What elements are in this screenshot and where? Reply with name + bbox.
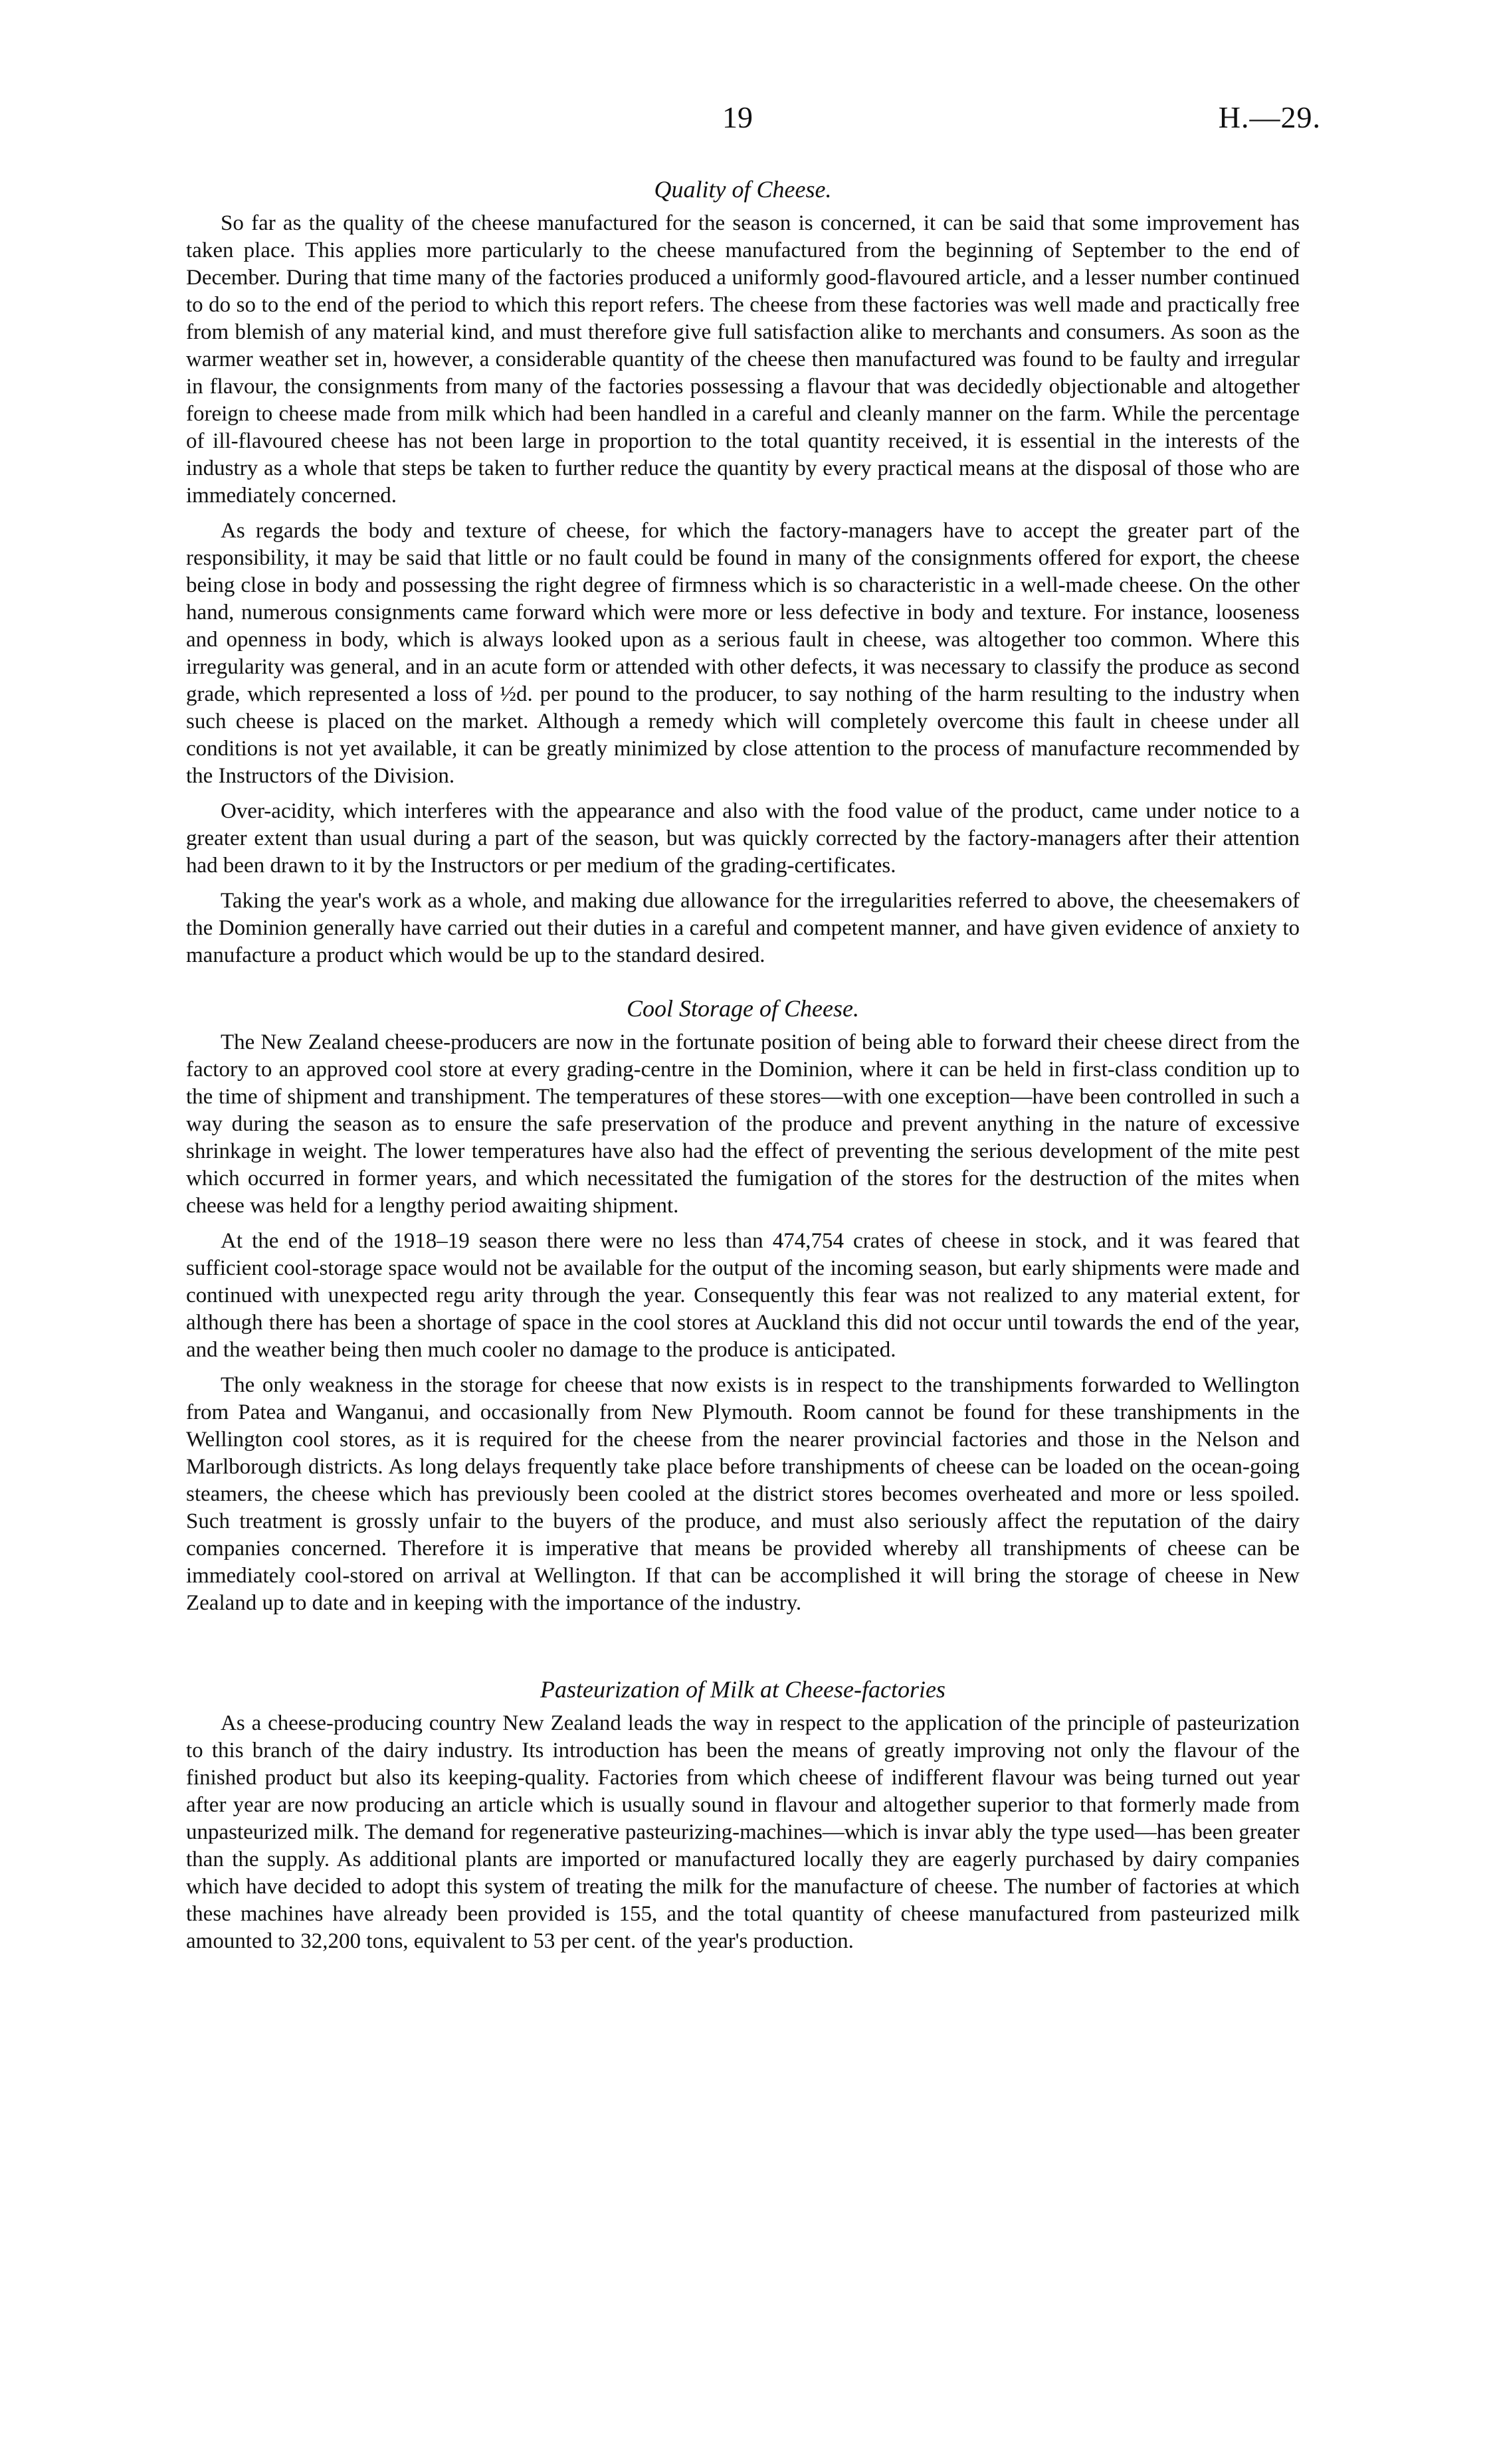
paragraph: As regards the body and texture of cheese, for which the factory-managers have to accept the greater part of the responsibility, it may be said that little or no fault could be found in many of the consignments offered for export, the cheese being close in body and possessing the right degree of firmness which is so characteristic in a well-made cheese. On the other hand, numerous consignments came forward which were more or less defective in body and texture. For instance, looseness and openness in body, which is always looked upon as a serious fault in cheese, was altogether too common. Where this irregularity was general, and in an acute form or attended with other defects, it was necessary to classify the produce as second grade, which represented a loss of ½d. per pound to the producer, to say nothing of the harm resulting to the industry when such cheese is placed on the market. Although a remedy which will completely overcome this fault in cheese under all conditions is not yet available, it can be greatly minimized by close attention to the process of manufacture recommended by the Instructors of the Division. <box>186 519 1300 788</box>
paragraph: At the end of the 1918–19 season there were no less than 474,754 crates of cheese in stock, and it was feared that sufficient cool-storage space would not be available for the output of the incoming season, but early shipments were made and continued with unexpected regu arity through the year. Consequently this fear was not realized to any material extent, for although there has been a shortage of space in the cool stores at Auckland this did not occur until towards the end of the year, and the weather being then much cooler no damage to the produce is anticipated. <box>186 1229 1300 1362</box>
paragraph: Over-acidity, which interferes with the appearance and also with the food value of the product, came under notice to a greater extent than usual during a part of the season, but was quickly corrected by the factory-managers after their attention had been drawn to it by the Instructors or per medium of the grading-certificates. <box>186 799 1300 878</box>
section-heading: Cool Storage of Cheese. <box>627 995 859 1022</box>
section-heading: Pasteurization of Milk at Cheese-factories <box>540 1676 945 1703</box>
section-spacer <box>186 977 1300 993</box>
paragraph: The only weakness in the storage for cheese that now exists is in respect to the transhipments forwarded to Wellington from Patea and Wanganui, and occasionally from New Plymouth. Room cannot be found for these transhipments in the Wellington cool stores, as it is required for the cheese from the nearer provincial factories and those in the Nelson and Marlborough districts. As long delays frequently take place before transhipments of cheese can be loaded on the ocean-going steamers, the cheese which has previously been cooled at the district stores becomes overheated and more or less spoiled. Such treatment is grossly unfair to the buyers of the produce, and must also seriously affect the reputation of the dairy companies concerned. Therefore it is imperative that means be provided whereby all transhipments of cheese can be immediately cool-stored on arrival at Wellington. If that can be accomplished it will bring the storage of cheese in New Zealand up to date and in keeping with the importance of the industry. <box>186 1373 1300 1615</box>
page-number: 19 <box>722 100 753 134</box>
section-quality-of-cheese <box>186 174 1300 969</box>
section-cool-storage <box>186 993 1300 1617</box>
paragraph: As a cheese-producing country New Zealand leads the way in respect to the application of the principle of pasteurization to this branch of the dairy industry. Its introduction has been the means of greatly improving not only the flavour of the finished product but also its keeping-quality. Factories from which cheese of indifferent flavour was being turned out year after year are now producing an article which is usually sound in flavour and altogether superior to that formerly made from unpasteurized milk. The demand for regenerative pasteurizing-machines—which is invar ably the type used—has been greater than the supply. As additional plants are imported or manufactured locally they are eagerly purchased by dairy companies which have decided to adopt this system of treating the milk for the manufacture of cheese. The number of factories at which these machines have already been provided is 155, and the total quantity of cheese manufactured from pasteurized milk amounted to 32,200 tons, equivalent to 53 per cent. of the year's production. <box>186 1711 1300 1953</box>
paragraph: The New Zealand cheese-producers are now in the fortunate position of being able to forward their cheese direct from the factory to an approved cool store at every grading-centre in the Dominion, where it can be held in first-class condition up to the time of shipment and transhipment. The temperatures of these stores—with one exception—have been controlled in such a way during the season as to ensure the safe preservation of the produce and prevent anything in the nature of excessive shrinkage in weight. The lower temperatures have also had the effect of preventing the serious development of the mite pest which occurred in former years, and which necessitated the fumigation of the stores for the destruction of the mites when cheese was held for a lengthy period awaiting shipment. <box>186 1030 1300 1218</box>
paragraph: Taking the year's work as a whole, and making due allowance for the irregularities referred to above, the cheesemakers of the Dominion generally have carried out their duties in a careful and competent manner, and have given evidence of anxiety to manufacture a product which would be up to the standard desired. <box>186 889 1300 967</box>
section-spacer <box>186 1625 1300 1674</box>
section-heading: Quality of Cheese. <box>654 176 832 203</box>
page-body <box>186 174 1300 1963</box>
paragraph: So far as the quality of the cheese manufactured for the season is concerned, it can be said that some improvement has taken place. This applies more particularly to the cheese manufactured from the beginning of September to the end of December. During that time many of the factories produced a uniformly good-flavoured article, and a lesser number continued to do so to the end of the period to which this report refers. The cheese from these factories was well made and practically free from blemish of any material kind, and must therefore give full satisfaction alike to merchants and consumers. As soon as the warmer weather set in, however, a considerable quantity of the cheese then manufactured was found to be faulty and irregular in flavour, the consignments from many of the factories possessing a flavour that was decidedly objectionable and altogether foreign to cheese made from milk which had been handled in a careful and cleanly manner on the farm. While the percentage of ill-flavoured cheese has not been large in proportion to the total quantity received, it is essential in the interests of the industry as a whole that steps be taken to further reduce the quantity by every practical means at the disposal of those who are immediately concerned. <box>186 211 1300 508</box>
section-pasteurization <box>186 1674 1300 1955</box>
document-reference: H.—29. <box>1218 100 1321 134</box>
